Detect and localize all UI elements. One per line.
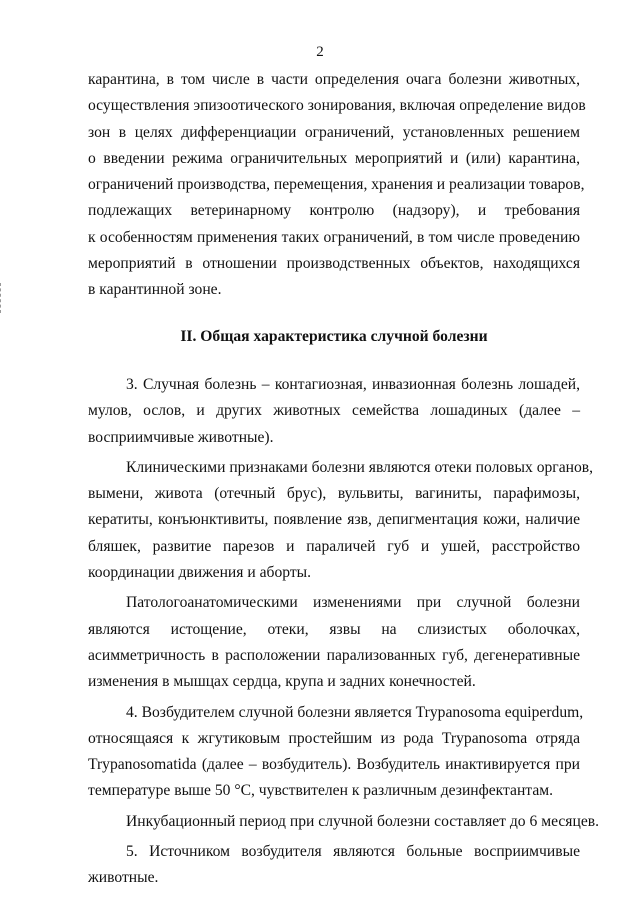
text-line: животные.: [88, 869, 159, 887]
text-line: относящаяся к жгутиковым простейшим из рода Trypanosoma отряда: [88, 729, 580, 747]
paragraph-clinical-signs: [88, 455, 594, 586]
paragraph-quarantine-continuation: [88, 67, 586, 304]
text-line: мулов, ослов, и других животных семейства лошадиных (далее –: [88, 402, 580, 420]
text-line: являются истощение, отеки, язвы на слизистых оболочках,: [88, 620, 580, 638]
text-line: 4. Возбудителем случной болезни является Trypanosoma equiperdum,: [126, 703, 584, 721]
paragraph-pathology: [88, 590, 580, 695]
text-line: ограничений производства, перемещения, хранения и реализации товаров,: [88, 176, 585, 194]
text-line: асимметричность в расположении парализованных губ, дегенеративные: [88, 646, 580, 664]
text-line: в карантинной зоне.: [88, 281, 222, 299]
text-line: Инкубационный период при случной болезни составляет до 6 месяцев.: [126, 812, 599, 830]
text-line: координации движения и аборты.: [88, 564, 312, 582]
paragraph-disease-definition: [88, 372, 580, 451]
text-line: к особенностям применения таких ограничений, в том числе проведению: [88, 228, 580, 246]
text-line: карантина, в том числе в части определения очага болезни животных,: [88, 71, 580, 88]
text-line: Патологоанатомическими изменениями при случной болезни: [126, 594, 580, 612]
text-line: мероприятий в отношении производственных объектов, находящихся: [88, 255, 580, 273]
text-line: изменения в мышцах сердца, крупа и задних конечностей.: [88, 673, 476, 691]
text-line: температуре выше 50 °С, чувствителен к различным дезинфектантам.: [88, 782, 554, 800]
section-heading: II. Общая характеристика случной болезни: [180, 327, 488, 345]
paragraph-source: [88, 839, 580, 892]
text-line: Trypanosomatida (далее – возбудитель). Возбудитель инактивируется при: [88, 756, 580, 774]
text-line: Клиническими признаками болезни являются отеки половых органов,: [126, 458, 594, 476]
text-line: 5. Источником возбудителя являются больные восприимчивые: [126, 843, 580, 861]
text-line: зон в целях дифференциации ограничений, установленных решением: [88, 123, 580, 141]
document-body: [88, 67, 599, 892]
text-line: подлежащих ветеринарному контролю (надзору), и требования: [88, 202, 580, 220]
paragraph-pathogen: [88, 700, 584, 805]
text-line: вымени, живота (отечный брус), вульвиты, вагиниты, парафимозы,: [88, 485, 580, 503]
paragraph-incubation: [88, 809, 599, 835]
page-number: 2: [316, 44, 324, 60]
text-line: кератиты, конъюнктивиты, появление язв, депигментация кожи, наличие: [88, 511, 580, 529]
text-line: осуществления эпизоотического зонирования, включая определение видов: [88, 97, 586, 115]
text-line: о введении режима ограничительных мероприятий и (или) карантина,: [88, 149, 580, 167]
text-line: 3. Случная болезнь – контагиозная, инвазионная болезнь лошадей,: [126, 375, 580, 393]
text-line: восприимчивые животные).: [88, 428, 274, 446]
scan-margin-mark: [0, 283, 3, 313]
text-line: бляшек, развитие парезов и параличей губ и ушей, расстройство: [88, 537, 580, 555]
